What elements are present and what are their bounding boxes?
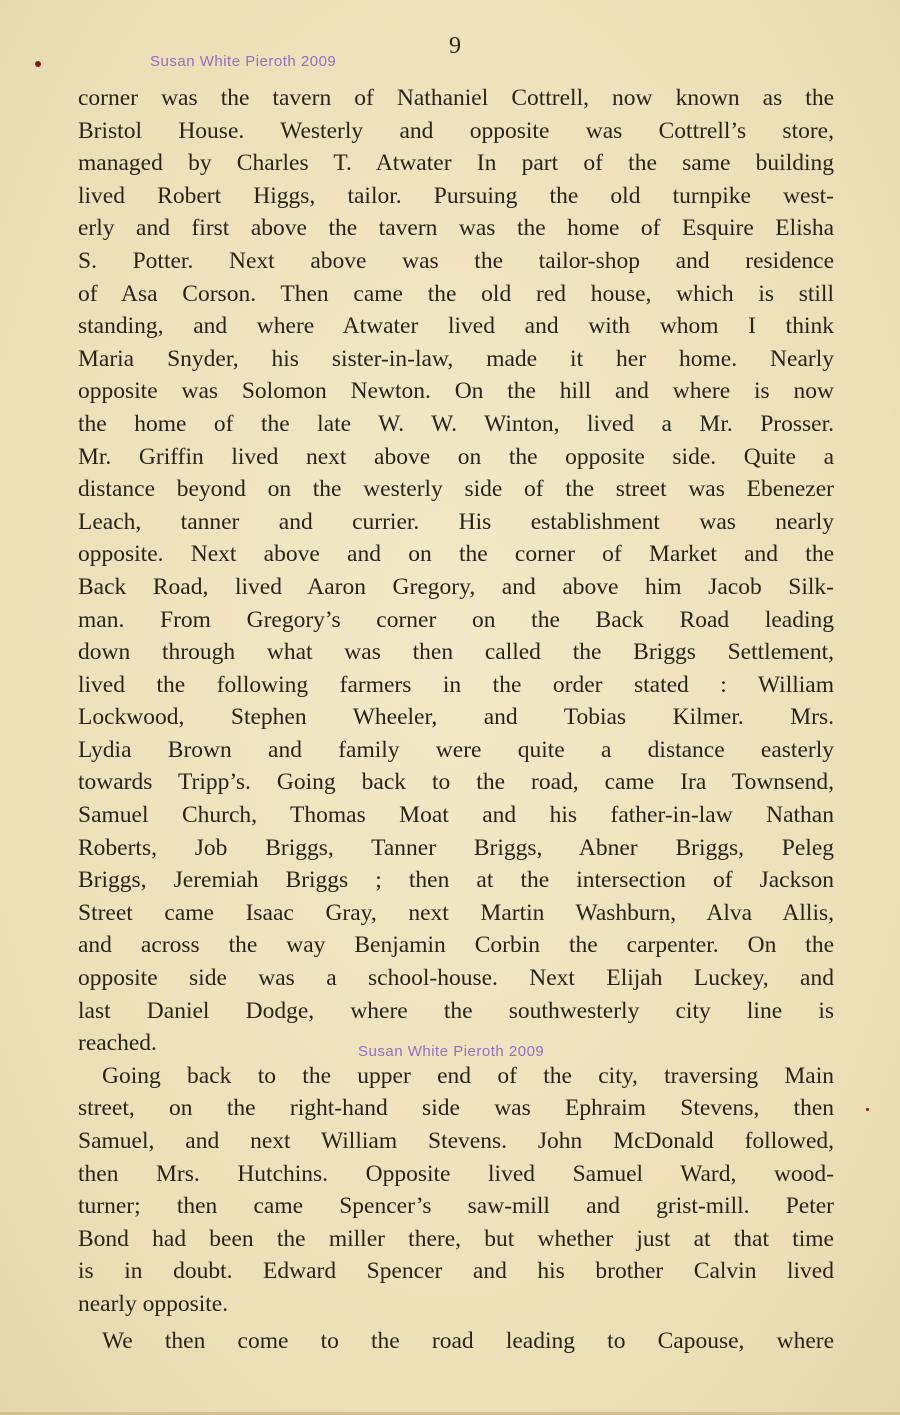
text-line: Roberts, Job Briggs, Tanner Briggs, Abner Briggs, Peleg xyxy=(78,834,834,861)
watermark-top: Susan White Pieroth 2009 xyxy=(150,53,337,70)
text-line: and across the way Benjamin Corbin the carpenter. On the xyxy=(78,932,834,959)
text-line: Back Road, lived Aaron Gregory, and above him Jacob Silk- xyxy=(78,573,834,600)
text-line: Briggs, Jeremiah Briggs ; then at the intersection of Jackson xyxy=(78,867,834,894)
text-line: Samuel, and next William Stevens. John McDonald followed, xyxy=(78,1128,834,1154)
text-line: is in doubt. Edward Spencer and his brother Calvin lived xyxy=(78,1258,834,1285)
text-line: managed by Charles T. Atwater In part of the same building xyxy=(78,150,834,177)
text-line: S. Potter. Next above was the tailor-shop and residence xyxy=(78,247,834,274)
text-line: erly and first above the tavern was the home of Esquire Elisha xyxy=(78,215,834,242)
text-line: lived the following farmers in the order stated : William xyxy=(78,671,834,698)
text-line: corner was the tavern of Nathaniel Cottrell, now known as the xyxy=(78,85,834,111)
text-line: opposite was Solomon Newton. On the hill and where is now xyxy=(78,378,834,405)
text-line: man. From Gregory’s corner on the Back Road leading xyxy=(78,606,834,633)
text-line: Lydia Brown and family were quite a distance easterly xyxy=(78,736,834,763)
text-line: nearly opposite. xyxy=(78,1290,229,1317)
text-line: Street came Isaac Gray, next Martin Washburn, Alva Allis, xyxy=(78,899,834,926)
text-line: turner; then came Spencer’s saw-mill and grist-mill. Peter xyxy=(78,1193,834,1220)
ink-speck xyxy=(35,61,41,67)
body-text xyxy=(78,82,834,1357)
text-line: Maria Snyder, his sister-in-law, made it her home. Nearly xyxy=(78,345,834,372)
text-line: Samuel Church, Thomas Moat and his father-in-law Nathan xyxy=(78,802,834,829)
text-line: opposite. Next above and on the corner of Market and the xyxy=(78,541,834,568)
text-line: the home of the late W. W. Winton, lived a Mr. Prosser. xyxy=(78,410,834,437)
text-line: lived Robert Higgs, tailor. Pursuing the old turnpike west- xyxy=(78,182,834,209)
text-line: of Asa Corson. Then came the old red house, which is still xyxy=(78,280,834,307)
text-line: Lockwood, Stephen Wheeler, and Tobias Kilmer. Mrs. xyxy=(78,704,834,731)
text-line: We then come to the road leading to Capouse, where xyxy=(102,1327,834,1354)
text-line: Bond had been the miller there, but whether just at that time xyxy=(78,1225,834,1252)
text-line: distance beyond on the westerly side of the street was Ebenezer xyxy=(78,476,834,503)
text-line: Mr. Griffin lived next above on the opposite side. Quite a xyxy=(78,443,834,470)
text-line: towards Tripp’s. Going back to the road, came Ira Townsend, xyxy=(78,769,834,796)
text-line: opposite side was a school-house. Next Elijah Luckey, and xyxy=(78,965,834,992)
text-line: street, on the right-hand side was Ephraim Stevens, then xyxy=(78,1095,834,1122)
watermark-bottom: Susan White Pieroth 2009 xyxy=(358,1043,545,1060)
text-line: Going back to the upper end of the city, traversing Main xyxy=(102,1062,834,1089)
ink-speck xyxy=(866,1108,869,1111)
text-line: last Daniel Dodge, where the southwesterly city line is xyxy=(78,997,834,1024)
text-line: down through what was then called the Briggs Settlement, xyxy=(78,639,834,666)
text-line: then Mrs. Hutchins. Opposite lived Samuel Ward, wood- xyxy=(78,1160,834,1187)
text-line: Bristol House. Westerly and opposite was Cottrell’s store, xyxy=(78,117,834,144)
text-line: standing, and where Atwater lived and with whom I think xyxy=(78,313,834,340)
text-line: Leach, tanner and currier. His establishment was nearly xyxy=(78,508,834,535)
page-number: 9 xyxy=(449,33,461,59)
text-line: reached. xyxy=(78,1030,157,1057)
